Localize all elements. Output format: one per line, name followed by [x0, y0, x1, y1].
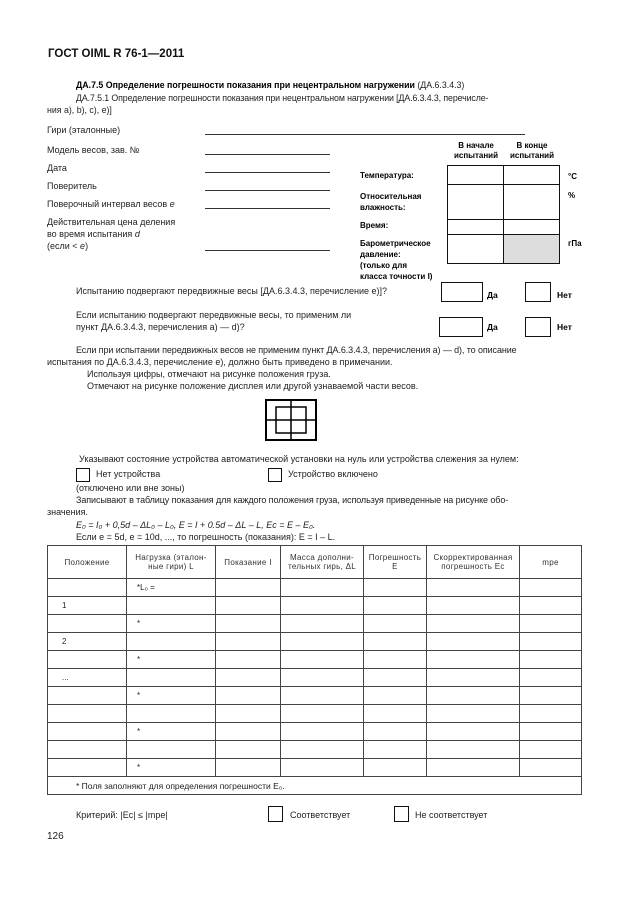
weights-label: Гири (эталонные) — [47, 125, 121, 135]
table-row — [48, 579, 582, 597]
pressure-label-3: (только для — [360, 261, 407, 270]
cell[interactable] — [364, 705, 427, 723]
table-row — [48, 723, 582, 741]
col-start-header — [452, 141, 500, 161]
header-mpe: mpe — [520, 546, 582, 579]
cell[interactable] — [281, 579, 364, 597]
cell[interactable] — [427, 651, 520, 669]
table-row — [48, 741, 582, 759]
cell[interactable] — [281, 597, 364, 615]
pressure-unit: гПа — [568, 239, 582, 248]
subsection-line-2: ния а), b), с), е)] — [47, 105, 112, 115]
cell[interactable] — [520, 687, 582, 705]
cell[interactable] — [520, 633, 582, 651]
humidity-start-cell[interactable] — [448, 185, 504, 220]
table-row — [48, 651, 582, 669]
cell[interactable] — [216, 633, 281, 651]
cell[interactable] — [281, 633, 364, 651]
cell[interactable] — [216, 597, 281, 615]
section-title-ref: (ДА.6.3.4.3) — [414, 80, 465, 90]
cell[interactable] — [216, 723, 281, 741]
cell[interactable] — [216, 669, 281, 687]
platform-grid-icon — [265, 399, 317, 441]
table-row — [48, 759, 582, 777]
pressure-label — [360, 238, 432, 282]
cell[interactable] — [364, 633, 427, 651]
cell[interactable] — [427, 759, 520, 777]
cell[interactable] — [127, 597, 216, 615]
cell[interactable] — [48, 705, 127, 723]
device-on-checkbox[interactable] — [268, 468, 282, 482]
col-start-2: испытаний — [453, 151, 499, 160]
instruction-1-line-2: испытания по ДА.6.3.4.3, перечисление е), должно быть приведено в примечании. — [47, 357, 393, 367]
cell[interactable] — [216, 687, 281, 705]
division-field[interactable] — [205, 250, 330, 251]
cell[interactable] — [364, 687, 427, 705]
division-label — [47, 216, 175, 252]
division-label-3-var: е — [80, 241, 86, 251]
cell[interactable] — [216, 705, 281, 723]
col-start-1: В начале — [458, 141, 494, 150]
header-error: Погрешность E — [364, 546, 427, 579]
cell[interactable] — [127, 741, 216, 759]
time-label: Время: — [360, 221, 389, 230]
instruction-table-line-1: Записывают в таблицу показания для каждого положения груза, используя приведенные на рисунке обо- — [76, 495, 509, 505]
humidity-label — [360, 191, 421, 213]
cell[interactable] — [281, 741, 364, 759]
star-cell[interactable]: * — [127, 615, 216, 633]
cell[interactable] — [48, 687, 127, 705]
cell[interactable] — [364, 651, 427, 669]
verifier-label: Поверитель — [47, 181, 97, 191]
cell[interactable] — [427, 615, 520, 633]
interval-label — [47, 199, 175, 209]
q2-no-checkbox[interactable] — [525, 317, 551, 337]
cell[interactable] — [281, 669, 364, 687]
page-number: 126 — [47, 831, 64, 842]
cell[interactable] — [216, 615, 281, 633]
cell[interactable] — [520, 741, 582, 759]
star-cell[interactable]: * — [127, 723, 216, 741]
table-row — [48, 597, 582, 615]
cell[interactable] — [127, 705, 216, 723]
interval-label-var: е — [169, 199, 175, 209]
instruction-zero-device: Указывают состояние устройства автоматической установки на нуль или устройства слежения за нулем: — [79, 454, 519, 464]
cell[interactable] — [216, 579, 281, 597]
device-on-label: Устройство включено — [288, 469, 378, 479]
humidity-unit: % — [568, 191, 576, 200]
verifier-field[interactable] — [205, 190, 330, 191]
instruction-2: Используя цифры, отмечают на рисунке положения груза. — [87, 369, 331, 379]
cell[interactable] — [520, 723, 582, 741]
cell[interactable] — [364, 759, 427, 777]
conditions-table — [447, 165, 560, 264]
table-row — [48, 615, 582, 633]
col-end-1: В конце — [516, 141, 548, 150]
cell[interactable] — [364, 669, 427, 687]
instruction-3: Отмечают на рисунке положение дисплея или другой узнаваемой части весов. — [87, 381, 419, 391]
date-label: Дата — [47, 163, 67, 173]
q2-yes-checkbox[interactable] — [439, 317, 483, 337]
cell[interactable] — [364, 741, 427, 759]
cell[interactable] — [281, 615, 364, 633]
instruction-1-line-1: Если при испытании передвижных весов не применим пункт ДА.6.3.4.3, перечисления а) — d), то описание — [76, 345, 517, 355]
cell[interactable] — [427, 669, 520, 687]
pressure-end-cell[interactable] — [504, 235, 560, 264]
cell[interactable] — [48, 651, 127, 669]
temperature-label: Температура: — [360, 171, 414, 180]
header-load: Нагрузка (эталон-ные гири) L — [127, 546, 216, 579]
temperature-end-cell[interactable] — [504, 166, 560, 185]
humidity-label-1: Относительная — [360, 192, 422, 201]
cell[interactable] — [427, 723, 520, 741]
cell[interactable] — [364, 615, 427, 633]
q2-line-1: Если испытанию подвергают передвижные весы, то применим ли — [76, 310, 352, 320]
question-mobile-scales: Испытанию подвергают передвижные весы [ДА.6.3.4.3, перечисление е)]? — [76, 286, 388, 296]
q1-yes-checkbox[interactable] — [441, 282, 483, 302]
cell[interactable] — [364, 597, 427, 615]
cell[interactable] — [427, 597, 520, 615]
cell[interactable] — [281, 705, 364, 723]
division-label-1: Действительная цена деления — [47, 217, 176, 227]
question-applicability — [76, 309, 351, 333]
formula-2: Если е = 5d, е = 10d, ..., то погрешность (показания): E = I – L. — [76, 532, 336, 542]
cell[interactable] — [520, 759, 582, 777]
header-corrected-error: Скорректированная погрешность Ec — [427, 546, 520, 579]
q2-line-2: пункт ДА.6.3.4.3, перечисления а) — d)? — [76, 322, 245, 332]
cell[interactable] — [520, 669, 582, 687]
interval-field[interactable] — [205, 208, 330, 209]
division-label-3: (если < — [47, 241, 81, 251]
division-label-2: во время испытания — [47, 229, 135, 239]
pressure-label-4: класса точности I) — [360, 272, 433, 281]
q2-yes-label: Да — [487, 322, 498, 332]
instruction-table-line-2: значения. — [47, 507, 88, 517]
footnote-row — [48, 777, 582, 795]
cell[interactable] — [427, 579, 520, 597]
cell[interactable] — [281, 723, 364, 741]
cell[interactable] — [427, 705, 520, 723]
cell[interactable] — [520, 615, 582, 633]
cell[interactable] — [127, 669, 216, 687]
model-label: Модель весов, зав. № — [47, 145, 140, 155]
col-end-header — [508, 141, 556, 161]
position-cell[interactable]: 1 — [48, 597, 127, 615]
criterion-label: Критерий: |Ec| ≤ |mpe| — [76, 810, 168, 820]
cell[interactable] — [427, 741, 520, 759]
section-title-text: ДА.7.5 Определение погрешности показания при нецентральном нагружении — [76, 80, 415, 90]
pressure-label-2: давление: — [360, 250, 401, 259]
no-device-checkbox[interactable] — [76, 468, 90, 482]
cell[interactable] — [281, 759, 364, 777]
table-row — [48, 669, 582, 687]
table-row — [48, 633, 582, 651]
subsection-line-1: ДА.7.5.1 Определение погрешности показания при нецентральном нагружении [ДА.6.3.4.3, перечисле- — [76, 93, 489, 103]
cell[interactable] — [364, 723, 427, 741]
cell[interactable] — [216, 651, 281, 669]
weights-field[interactable] — [205, 134, 525, 135]
section-title — [76, 80, 464, 90]
pressure-label-1: Барометрическое — [360, 239, 431, 248]
star-cell[interactable]: * — [127, 687, 216, 705]
star-cell[interactable]: * — [127, 759, 216, 777]
cell[interactable] — [520, 597, 582, 615]
cell[interactable] — [281, 687, 364, 705]
date-field[interactable] — [205, 172, 330, 173]
cell[interactable] — [216, 741, 281, 759]
header-position: Положение — [48, 546, 127, 579]
document-header: ГОСТ OIML R 76-1—2011 — [48, 48, 185, 60]
cell[interactable] — [281, 651, 364, 669]
cell[interactable] — [520, 651, 582, 669]
humidity-label-2: влажность: — [360, 203, 406, 212]
star-cell[interactable]: * — [127, 651, 216, 669]
no-device-label: Нет устройства — [96, 469, 161, 479]
cell[interactable] — [48, 741, 127, 759]
cell[interactable] — [427, 633, 520, 651]
cell[interactable] — [127, 633, 216, 651]
interval-label-text: Поверочный интервал весов — [47, 199, 170, 209]
cell[interactable] — [520, 579, 582, 597]
cell[interactable] — [48, 759, 127, 777]
position-cell[interactable]: 2 — [48, 633, 127, 651]
humidity-end-cell[interactable] — [504, 185, 560, 220]
platform-diagram[interactable] — [265, 399, 317, 441]
model-field[interactable] — [205, 154, 330, 155]
cell[interactable] — [48, 579, 127, 597]
cell[interactable] — [216, 759, 281, 777]
cell[interactable] — [427, 687, 520, 705]
first-load-cell[interactable]: *L₀ = — [127, 579, 216, 597]
q1-yes-label: Да — [487, 290, 498, 300]
off-zone-label: (отключено или вне зоны) — [76, 483, 185, 493]
pass-checkbox[interactable] — [268, 806, 283, 822]
division-label-2-var: d — [134, 229, 140, 239]
fail-label: Не соответствует — [415, 810, 488, 820]
col-end-2: испытаний — [509, 151, 555, 160]
pass-label: Соответствует — [290, 810, 351, 820]
q1-no-label: Нет — [557, 290, 572, 300]
cell[interactable] — [48, 723, 127, 741]
header-indication: Показание I — [216, 546, 281, 579]
table-footnote: * Поля заполняют для определения погрешности E₀. — [48, 777, 582, 795]
fail-checkbox[interactable] — [394, 806, 409, 822]
time-end-cell[interactable] — [504, 220, 560, 235]
pressure-start-cell[interactable] — [448, 235, 504, 264]
q1-no-checkbox[interactable] — [525, 282, 551, 302]
results-table — [47, 545, 582, 795]
header-added-weights: Масса дополни-тельных гирь, ΔL — [281, 546, 364, 579]
cell[interactable] — [520, 705, 582, 723]
formula: E₀ = I₀ + 0,5d – ΔL₀ – L₀, E = I + 0.5d – ΔL – L, Ec = E – E₀. — [76, 520, 316, 530]
position-cell[interactable]: ... — [48, 669, 127, 687]
temperature-unit: °С — [568, 172, 577, 181]
table-row — [48, 705, 582, 723]
q2-no-label: Нет — [557, 322, 572, 332]
table-row — [48, 687, 582, 705]
cell[interactable] — [364, 579, 427, 597]
division-label-3-end: ) — [85, 241, 89, 251]
cell[interactable] — [48, 615, 127, 633]
temperature-start-cell[interactable] — [448, 166, 504, 185]
time-start-cell[interactable] — [448, 220, 504, 235]
